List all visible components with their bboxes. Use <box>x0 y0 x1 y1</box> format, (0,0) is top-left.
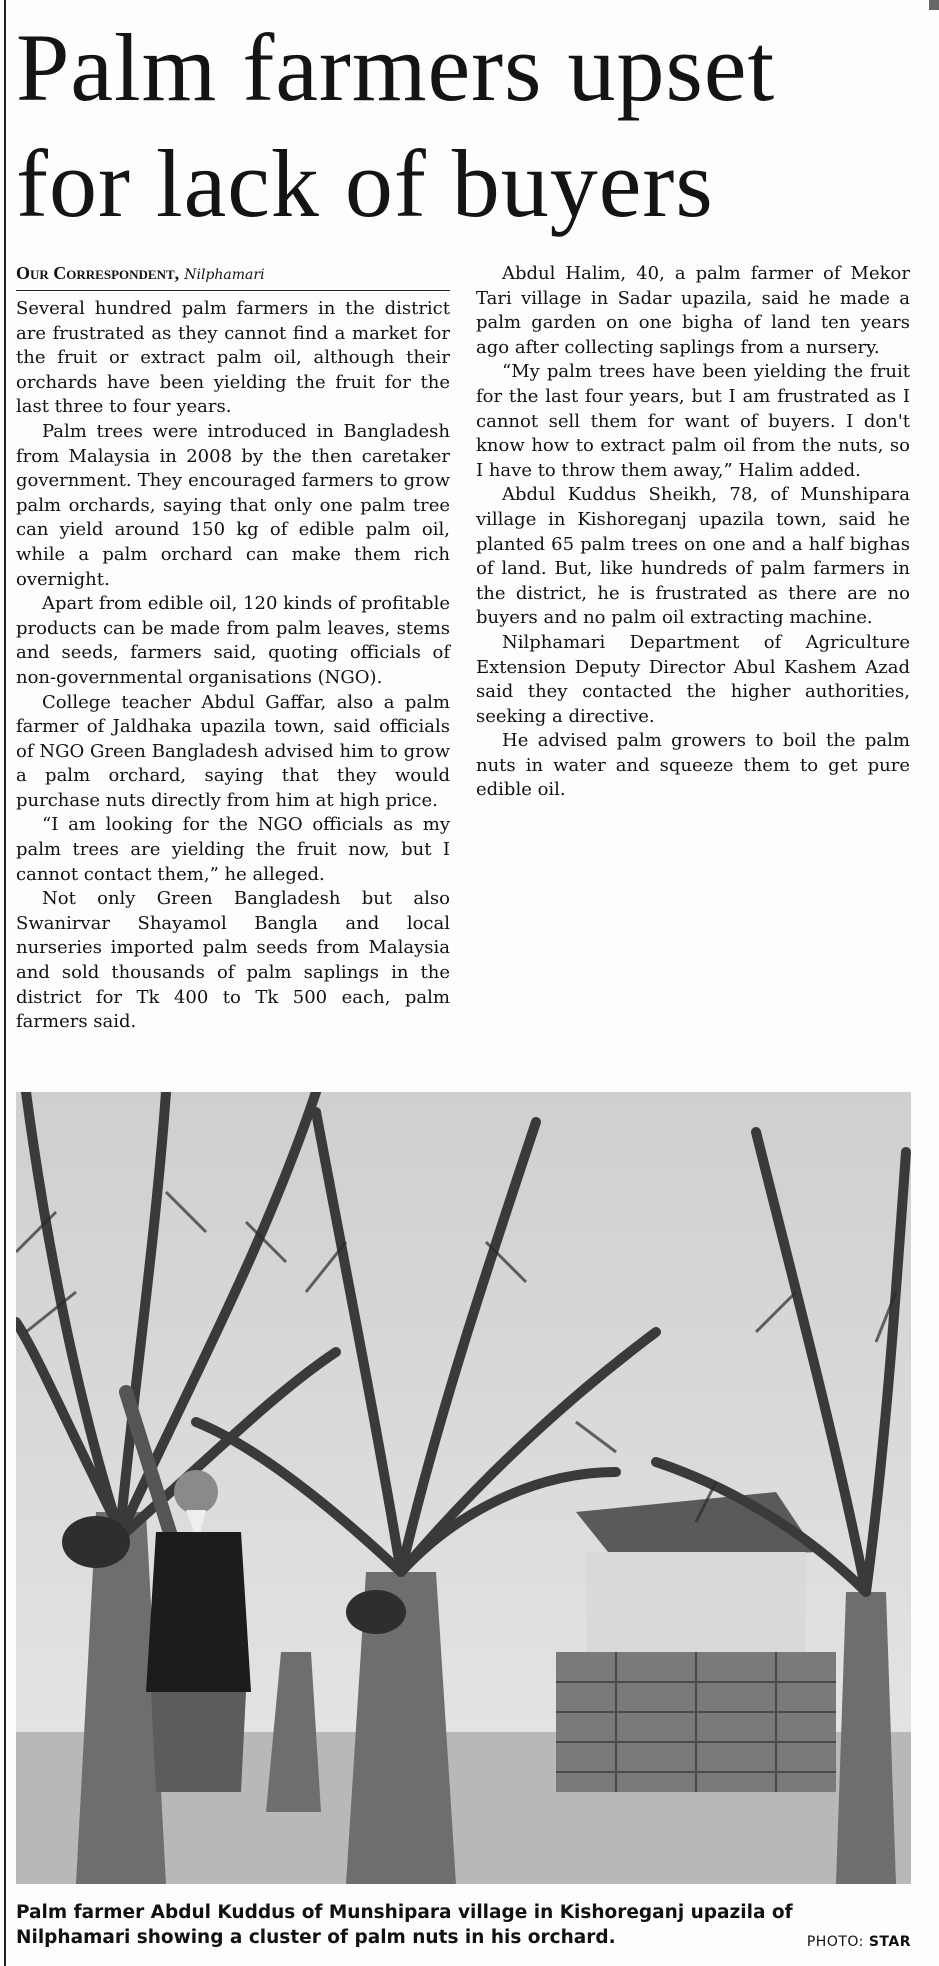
paragraph: Abdul Halim, 40, a palm farmer of Mekor Tari village in Sadar upazila, said he made a palm garden on one bigha of land ten years ago after collecting saplings from a nursery. <box>476 263 910 358</box>
column-left <box>16 262 450 1072</box>
byline-place: Nilphamari <box>184 267 265 283</box>
byline <box>16 262 450 291</box>
paragraph: “I am looking for the NGO officials as my palm trees are yielding the fruit now, but I cannot contact them,” he alleged. <box>16 814 450 885</box>
paragraph: “My palm trees have been yielding the fruit for the last four years, but I am frustrated as I cannot sell them for want of buyers. I don't know how to extract palm oil from the nuts, so I have to throw them away,” Halim added. <box>476 361 910 481</box>
corner-mark <box>929 0 939 10</box>
headline-line-2: for lack of buyers <box>16 130 714 237</box>
paragraph: College teacher Abdul Gaffar, also a palm farmer of Jaldhaka upazila town, said officials of NGO Green Bangladesh advised him to grow a palm orchard, saying that they would purchase nuts directly from him at high price. <box>16 691 450 811</box>
headline <box>16 10 921 242</box>
paragraph: Apart from edible oil, 120 kinds of profitable products can be made from palm leaves, stems and seeds, farmers said, quoting officials of non-governmental organisations (NGO). <box>16 593 450 688</box>
photo-credit <box>807 1934 911 1950</box>
paragraph: Several hundred palm farmers in the district are frustrated as they cannot find a market for the fruit or extract palm oil, although their orchards have been yielding the fruit for the last three to four years. <box>16 298 450 418</box>
photo-credit-source: STAR <box>868 1934 911 1950</box>
paragraph: He advised palm growers to boil the palm nuts in water and squeeze them to get pure edible oil. <box>476 730 910 801</box>
photo-caption: Palm farmer Abdul Kuddus of Munshipara village in Kishoreganj upazila of Nilphamari showing a cluster of palm nuts in his orchard. <box>16 1902 793 1948</box>
paragraph: Nilphamari Department of Agriculture Extension Deputy Director Abul Kashem Azad said they contacted the higher authorities, seeking a directive. <box>476 631 910 727</box>
byline-author: Our Correspondent, <box>16 263 180 283</box>
paragraph: Not only Green Bangladesh but also Swanirvar Shayamol Bangla and local nurseries imported palm seeds from Malaysia and sold thousands of palm saplings in the district for Tk 400 to Tk 500 each, palm farmers said. <box>16 888 450 1033</box>
headline-line-1: Palm farmers upset <box>16 14 776 121</box>
paragraph: Abdul Kuddus Sheikh, 78, of Munshipara village in Kishoreganj upazila town, said he planted 65 palm trees on one and a half bighas of land. But, like hundreds of palm farmers in the district, he is frustrated as there are no buyers and no palm oil extracting machine. <box>476 484 910 629</box>
column-right <box>476 262 910 1072</box>
article-photo <box>16 1092 911 1884</box>
photo-credit-label: PHOTO: <box>806 1934 864 1950</box>
column-rule <box>4 0 6 1966</box>
palm-orchard-photo <box>16 1092 911 1884</box>
article-body <box>16 262 910 1072</box>
paragraph: Palm trees were introduced in Bangladesh from Malaysia in 2008 by the then caretaker government. They encouraged farmers to grow palm orchards, saying that only one palm tree can yield around 150 kg of edible palm oil, while a palm orchard can make them rich overnight. <box>16 420 450 590</box>
